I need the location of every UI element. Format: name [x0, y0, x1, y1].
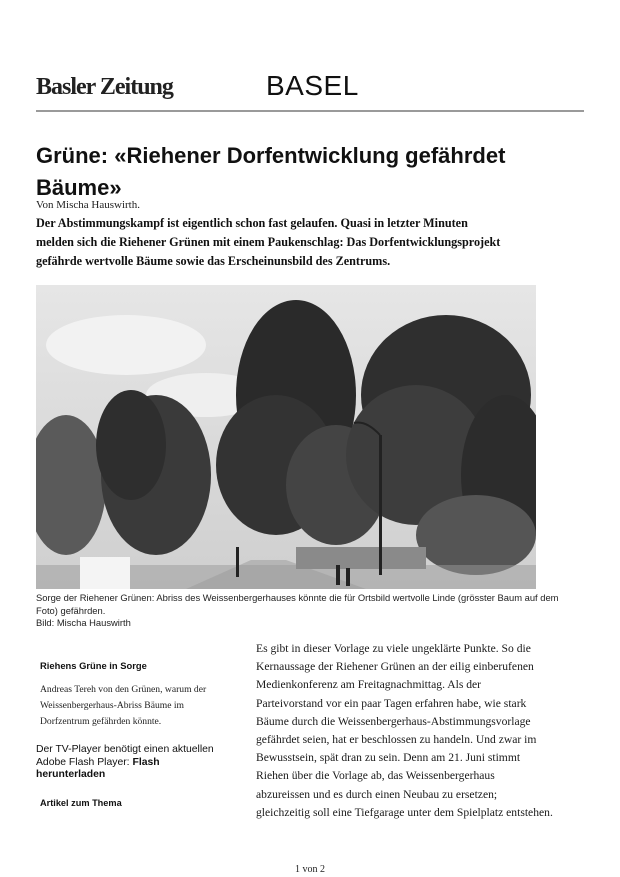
newspaper-logo[interactable]: Basler Zeitung [36, 74, 173, 100]
video-description [40, 682, 240, 730]
video-description-line: Dorfzentrum gefährden könnte. [40, 716, 162, 727]
page-number: 1 von 2 [295, 864, 325, 875]
body-line: Riehen über die Vorlage ab, das Weissenbergerhaus [256, 769, 495, 783]
masthead [36, 66, 584, 110]
flash-notice-line [36, 757, 246, 770]
street-trees-photo [36, 285, 536, 589]
flash-notice [36, 744, 246, 782]
video-description-line: Andreas Tereh von den Grünen, warum der [40, 684, 207, 695]
header-divider [36, 110, 584, 112]
body-line: abzureissen und es durch einen Neubau zu ersetzen; [256, 787, 498, 801]
related-articles-heading: Artikel zum Thema [40, 798, 122, 808]
body-line: Medienkonferenz am Freitagnachmittag. Als der [256, 678, 482, 692]
flash-download-link-continued[interactable]: herunterladen [36, 769, 106, 781]
article-headline [36, 140, 576, 204]
body-line: Parteivorstand vor ein paar Tagen erfahren habe, wie stark [256, 696, 527, 710]
flash-notice-line: Der TV-Player benötigt einen aktuellen [36, 744, 214, 755]
body-line: gleichzeitig soll eine Tiefgarage unter dem Spielplatz entstehen. [256, 805, 553, 819]
article-lead [36, 214, 584, 271]
photo-credit: Bild: Mischa Hauswirth [36, 617, 131, 628]
headline-line: Bäume» [36, 175, 122, 200]
lead-line: gefährde wertvolle Bäume sowie das Erscheinunsbild des Zentrums. [36, 254, 391, 268]
headline-line: Grüne: «Riehener Dorfentwicklung gefährdet [36, 143, 506, 168]
video-title[interactable]: Riehens Grüne in Sorge [40, 660, 147, 671]
lead-line: Der Abstimmungskampf ist eigentlich schon fast gelaufen. Quasi in letzter Minuten [36, 216, 468, 230]
body-line: Es gibt in dieser Vorlage zu viele ungeklärte Punkte. So die [256, 642, 531, 655]
article-body [256, 640, 586, 822]
flash-download-link[interactable]: Flash [132, 756, 160, 768]
section-title: BASEL [266, 70, 359, 101]
lead-line: melden sich die Riehener Grünen mit einem Paukenschlag: Das Dorfentwicklungsprojekt [36, 235, 501, 249]
caption-line: Foto) gefährden. [36, 604, 106, 616]
body-line: Bewusstsein, spät dran zu sein. Denn am 21. Juni stimmt [256, 751, 521, 765]
photo-caption [36, 592, 576, 630]
caption-line: Sorge der Riehener Grünen: Abriss des Weissenbergerhauses könnte die für Ortsbild wertvolle Linde (grösster Baum auf dem [36, 592, 559, 603]
flash-notice-text: Adobe Flash Player: [36, 756, 130, 768]
article-byline: Von Mischa Hauswirth. [36, 199, 140, 211]
video-description-line: Weissenbergerhaus-Abriss Bäume im [40, 700, 184, 711]
body-line: gefährdet seien, hat er beschlossen zu handeln. Und zwar im [256, 733, 537, 747]
body-line: Bäume durch die Weissenbergerhaus-Abstimmungsvorlage [256, 714, 531, 728]
body-line: Kernaussage der Riehener Grünen an der eilig einberufenen [256, 660, 534, 674]
article-photo [36, 285, 536, 589]
